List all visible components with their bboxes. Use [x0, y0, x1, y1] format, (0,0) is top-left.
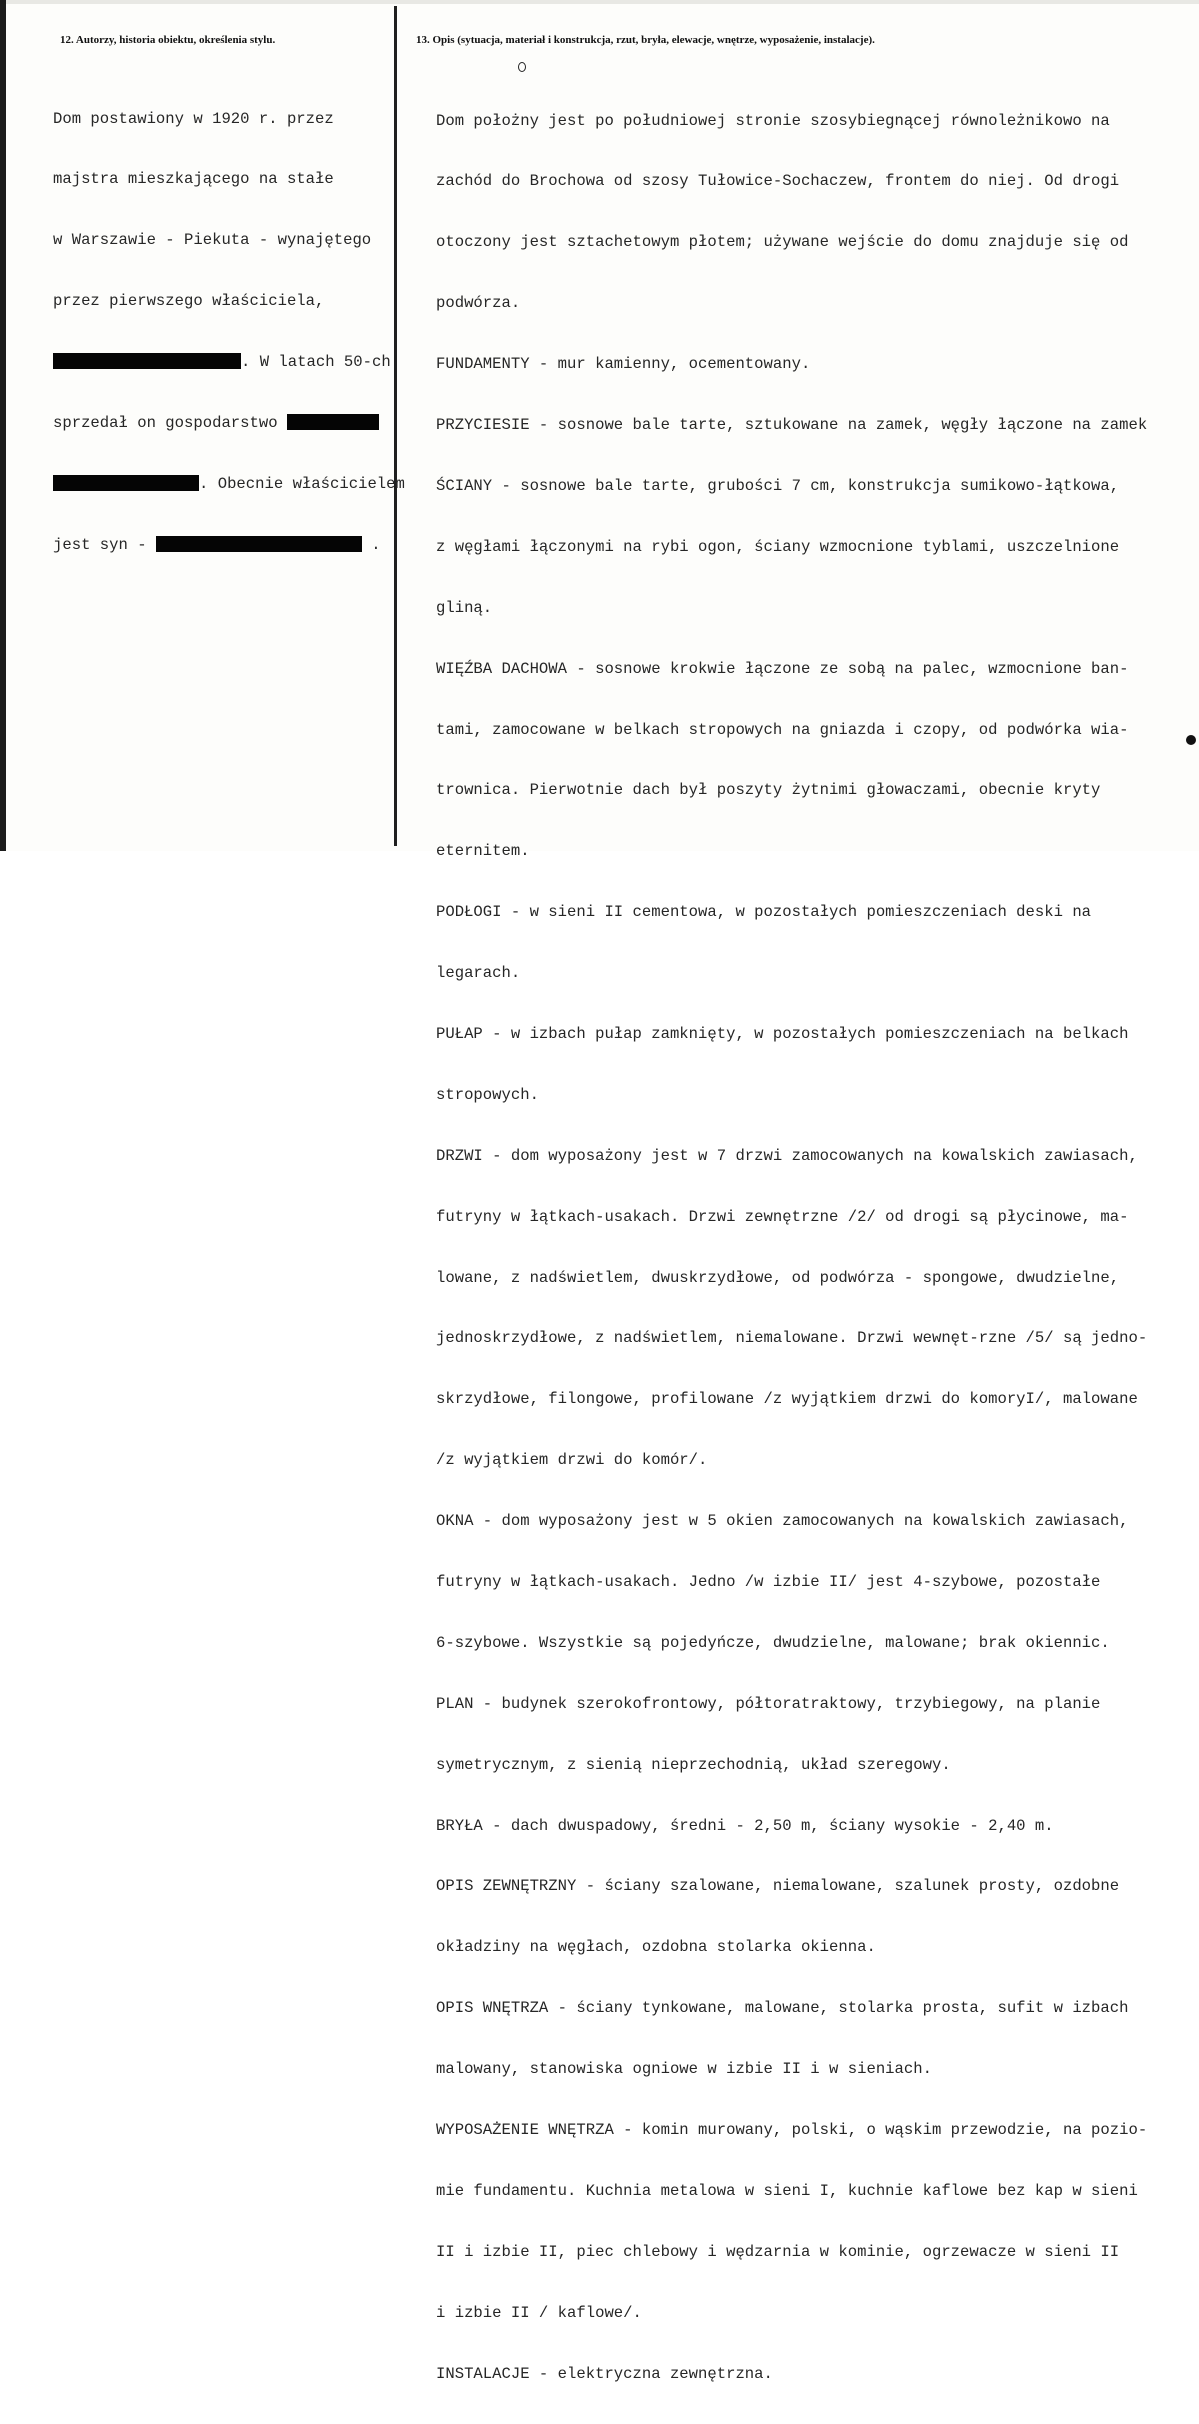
history-line: przez pierwszego właściciela,	[53, 292, 325, 311]
description-line: PODŁOGI - w sieni II cementowa, w pozostałych pomieszczeniach deski na	[436, 903, 1092, 922]
redaction-bar	[287, 414, 379, 430]
description-line: symetrycznym, z sienią nieprzechodnią, układ szeregowy.	[436, 1755, 951, 1774]
description-line: WYPOSAŻENIE WNĘTRZA - komin murowany, polski, o wąskim przewodzie, na pozio-	[436, 2120, 1148, 2139]
description-line: OPIS ZEWNĘTRZNY - ściany szalowane, niemalowane, szalunek prosty, ozdobne	[436, 1877, 1120, 1896]
description-line: Dom położny jest po południowej stronie szosybiegnącej równoleżnikowo na	[436, 111, 1110, 130]
history-line	[53, 474, 405, 494]
section-12-heading: 12. Autorzy, historia obiektu, określenia stylu.	[60, 34, 276, 46]
description-line: okładziny na węgłach, ozdobna stolarka okienna.	[436, 1938, 876, 1957]
description-line: PLAN - budynek szerokofrontowy, półtoratraktowy, trzybiegowy, na planie	[436, 1694, 1101, 1713]
description-line: lowane, z nadświetlem, dwuskrzydłowe, od podwórza - spongowe, dwudzielne,	[436, 1268, 1120, 1287]
description-line: OKNA - dom wyposażony jest w 5 okien zamocowanych na kowalskich zawiasach,	[436, 1512, 1129, 1531]
description-line: eternitem.	[436, 842, 530, 861]
description-line: II i izbie II, piec chlebowy i wędzarnia w kominie, ogrzewacze w sieni II	[436, 2242, 1120, 2261]
history-text	[53, 68, 405, 596]
description-line: PUŁAP - w izbach pułap zamknięty, w pozostałych pomieszczeniach na belkach	[436, 1024, 1129, 1043]
description-line: WIĘŹBA DACHOWA - sosnowe krokwie łączone ze sobą na palec, wzmocnione ban-	[436, 659, 1129, 678]
description-line: /z wyjątkiem drzwi do komór/.	[436, 1451, 708, 1470]
description-line: 6-szybowe. Wszystkie są pojedyńcze, dwudzielne, malowane; brak okiennic.	[436, 1633, 1110, 1652]
history-line-text: sprzedał on gospodarstwo	[53, 414, 278, 433]
description-line: z węgłami łączonymi na rybi ogon, ściany wzmocnione tyblami, uszczelnione	[436, 537, 1120, 556]
page-left-edge	[0, 0, 6, 851]
history-line: majstra mieszkającego na stałe	[53, 170, 334, 189]
history-line: Dom postawiony w 1920 r. przez	[53, 109, 334, 128]
ink-dot	[1186, 735, 1196, 745]
description-line: malowany, stanowiska ogniowe w izbie II i w sieniach.	[436, 2060, 932, 2079]
description-line: otoczony jest sztachetowym płotem; używane wejście do domu znajduje się od	[436, 233, 1129, 252]
redaction-bar	[53, 353, 241, 369]
history-line	[53, 413, 405, 433]
description-line: podwórza.	[436, 294, 521, 313]
redaction-bar	[53, 475, 199, 491]
description-line: mie fundamentu. Kuchnia metalowa w sieni I, kuchnie kaflowe bez kap w sieni	[436, 2181, 1138, 2200]
history-line	[53, 352, 405, 372]
description-line: jednoskrzydłowe, z nadświetlem, niemalowane. Drzwi wewnęt-rzne /5/ są jedno-	[436, 1329, 1148, 1348]
history-line-text: . W latach 50-ch	[241, 353, 391, 372]
description-line: stropowych.	[436, 1085, 539, 1104]
description-line: PRZYCIESIE - sosnowe bale tarte, sztukowane na zamek, węgły łączone na zamek	[436, 416, 1148, 435]
history-line: w Warszawie - Piekuta - wynajętego	[53, 231, 372, 250]
description-line: futryny w łątkach-usakach. Jedno /w izbie II/ jest 4-szybowe, pozostałe	[436, 1572, 1101, 1591]
section-13-heading: 13. Opis (sytuacja, materiał i konstrukcja, rzut, bryła, elewacje, wnętrze, wyposażenie, instalacje).	[416, 34, 875, 46]
history-line-text: .	[371, 535, 381, 554]
description-line: zachód do Brochowa od szosy Tułowice-Sochaczew, frontem do niej. Od drogi	[436, 172, 1120, 191]
description-line: futryny w łątkach-usakach. Drzwi zewnętrzne /2/ od drogi są płycinowe, ma-	[436, 1207, 1129, 1226]
history-line	[53, 535, 405, 555]
description-line: INSTALACJE - elektryczna zewnętrzna.	[436, 2364, 773, 2383]
history-line-text: jest syn -	[53, 535, 147, 554]
description-line: skrzydłowe, filongowe, profilowane /z wyjątkiem drzwi do komoryI/, malowane	[436, 1390, 1138, 1409]
description-line: legarach.	[436, 964, 521, 983]
description-line: ŚCIANY - sosnowe bale tarte, grubości 7 cm, konstrukcja sumikowo-łątkowa,	[436, 476, 1120, 495]
description-text	[436, 70, 1147, 2424]
description-line: FUNDAMENTY - mur kamienny, ocementowany.	[436, 355, 811, 374]
redaction-bar	[156, 536, 362, 552]
description-line: DRZWI - dom wyposażony jest w 7 drzwi zamocowanych na kowalskich zawiasach,	[436, 1146, 1138, 1165]
description-line: gliną.	[436, 598, 493, 617]
description-line: trownica. Pierwotnie dach był poszyty żytnimi głowaczami, obecnie kryty	[436, 781, 1101, 800]
history-line-text: . Obecnie właścicielem	[199, 474, 405, 493]
page-top-edge	[0, 0, 1199, 4]
description-line: i izbie II / kaflowe/.	[436, 2303, 642, 2322]
description-line: BRYŁA - dach dwuspadowy, średni - 2,50 m, ściany wysokie - 2,40 m.	[436, 1816, 1054, 1835]
description-line: tami, zamocowane w belkach stropowych na gniazda i czopy, od podwórka wia-	[436, 720, 1129, 739]
description-line: OPIS WNĘTRZA - ściany tynkowane, malowane, stolarka prosta, sufit w izbach	[436, 1999, 1129, 2018]
